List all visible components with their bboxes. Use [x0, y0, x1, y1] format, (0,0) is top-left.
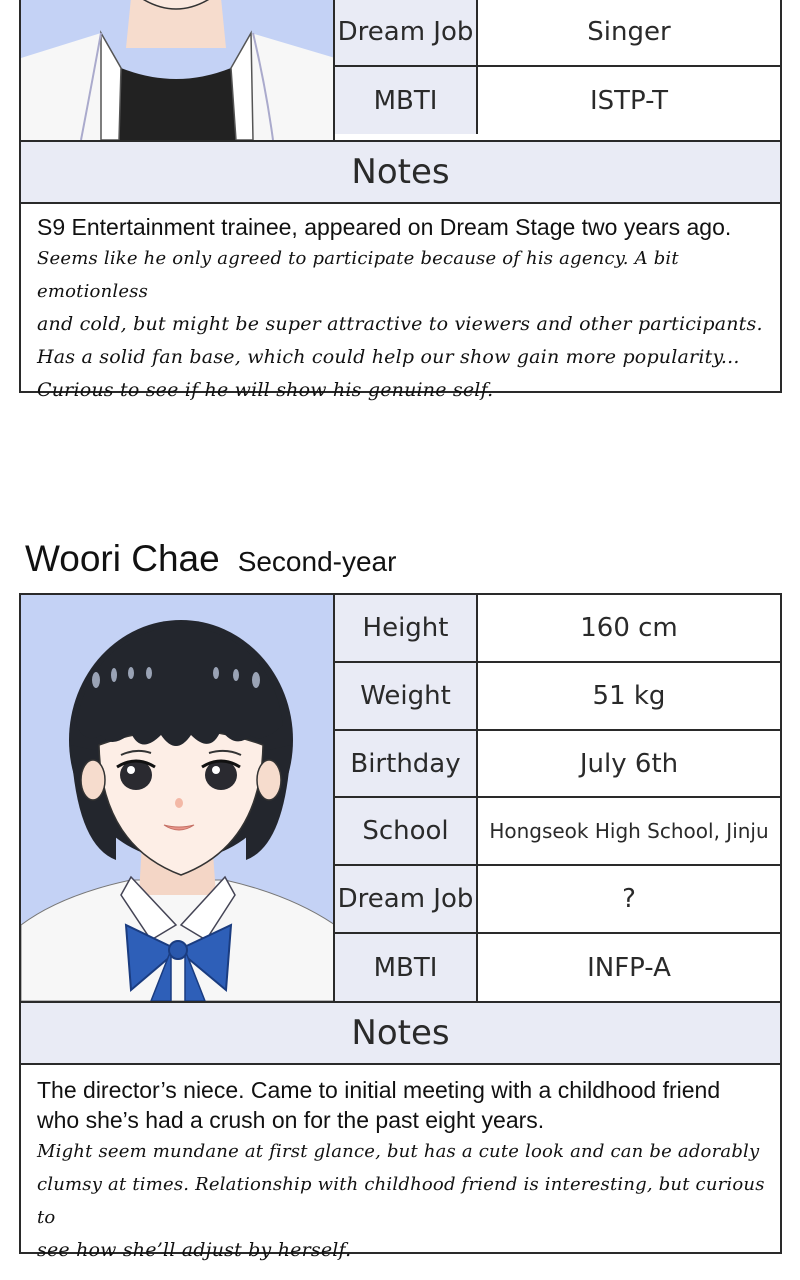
notes-body-2 [21, 1065, 780, 1277]
profile-card-2 [19, 593, 782, 1261]
info-value: ISTP-T [589, 85, 669, 116]
notes-body-1 [21, 204, 780, 417]
notes-handwritten-line: Has a solid fan base, which could help our show gain more popularity... [37, 346, 740, 368]
info-row-school [335, 798, 780, 866]
notes-heading: Notes [21, 140, 780, 204]
info-table-2 [335, 595, 780, 1001]
info-row-birthday [335, 731, 780, 798]
notes-handwritten-line: and cold, but might be super attractive to viewers and other participants. [37, 313, 763, 335]
profile-year: Second-year [237, 546, 397, 577]
profile-header-2 [25, 538, 396, 580]
notes-handwritten-line: Might seem mundane at first glance, but has a cute look and can be adorably [37, 1141, 760, 1162]
portrait-1 [21, 0, 335, 140]
info-row-dream-job [335, 866, 780, 934]
notes-typed-line: who she’s had a crush on for the past eight years. [37, 1107, 545, 1133]
notes-typed-text: S9 Entertainment trainee, appeared on Dream Stage two years ago. [37, 214, 732, 240]
info-table-1 [335, 0, 780, 140]
info-value: Singer [587, 16, 671, 47]
info-value: ? [622, 884, 636, 914]
notes-heading: Notes [21, 1001, 780, 1065]
info-value: July 6th [579, 748, 679, 779]
info-row-mbti [335, 67, 780, 134]
info-label: Height [335, 595, 478, 661]
notes-handwritten-line: clumsy at times. Relationship with childhood friend is interesting, but curious to [37, 1174, 765, 1228]
info-value: 160 cm [580, 613, 678, 643]
info-value: INFP-A [587, 952, 671, 983]
portrait-2 [21, 595, 335, 1001]
notes-handwritten-line: Seems like he only agreed to participate because of his agency. A bit emotionless [37, 248, 679, 302]
info-row-mbti [335, 934, 780, 1001]
info-row-height [335, 595, 780, 663]
info-value: 51 kg [592, 681, 666, 711]
notes-handwritten-line: see how she’ll adjust by herself. [37, 1239, 352, 1261]
notes-typed-line: The director’s niece. Came to initial meeting with a childhood friend [37, 1077, 721, 1103]
info-label: Birthday [335, 731, 478, 796]
info-label: Dream Job [335, 866, 478, 932]
info-label: MBTI [335, 934, 478, 1001]
profile-name: Woori Chae [25, 538, 220, 579]
notes-handwritten-line: Curious to see if he will show his genuine self. [37, 379, 494, 401]
profile-card-1 [19, 0, 782, 401]
info-label: Weight [335, 663, 478, 729]
info-row-weight [335, 663, 780, 731]
info-value: Hongseok High School, Jinju [489, 819, 769, 843]
info-label: School [335, 798, 478, 864]
info-label: Dream Job [335, 0, 478, 65]
info-label: MBTI [335, 67, 478, 134]
info-row-dream-job [335, 0, 780, 67]
